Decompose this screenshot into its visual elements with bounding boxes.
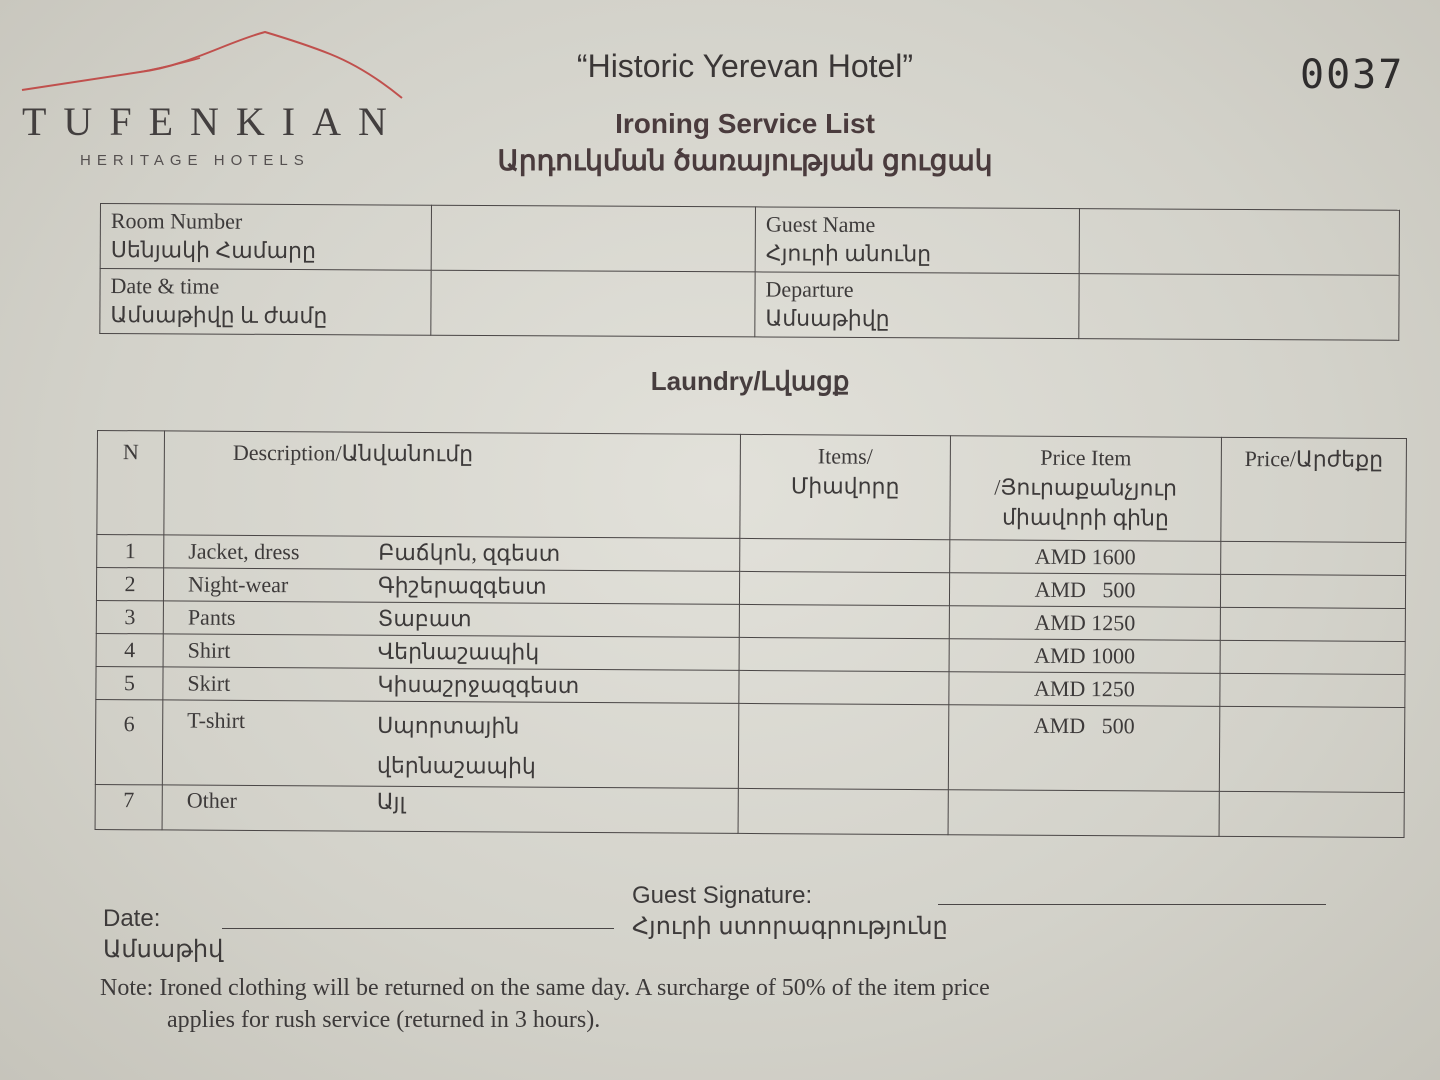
header-items [740,434,951,539]
date-label [103,903,223,965]
row-number: 4 [96,633,163,666]
date-label-hy: Ամսաթիվ [103,936,224,963]
service-note-line2: applies for rush service (returned in 3 hours). [167,1007,601,1033]
row-description [164,535,740,572]
row-description-hy: Գիշերազգեստ [377,572,547,599]
departure-label [755,272,1079,339]
guest-name-label [755,207,1079,274]
row-price-item: AMD 1000 [949,639,1220,674]
row-price-field[interactable] [1221,541,1406,575]
row-description-hy-line1: Սպորտային [377,712,520,739]
header-price-item-line3: միավորի գինը [1001,504,1169,531]
row-items-field[interactable] [739,670,949,704]
date-signature-line[interactable] [222,928,614,929]
service-note [100,972,1150,1036]
row-price-field[interactable] [1219,706,1405,792]
date-time-field[interactable] [431,270,755,337]
guest-info-table [99,203,1400,341]
row-description [163,667,739,704]
laundry-heading: Laundry/Լվացք [650,366,850,396]
row-number: 6 [95,699,163,784]
guest-name-field[interactable] [1079,209,1399,276]
row-price-item: AMD 1600 [950,540,1221,575]
row-number: 7 [95,784,162,829]
guest-signature-label-en: Guest Signature: [632,882,813,909]
header-items-en: Items/ [817,443,873,469]
room-number-label [100,204,431,271]
row-number: 3 [96,600,163,633]
info-row [100,204,1399,276]
row-description-hy: Տաբատ [377,605,472,632]
row-description-en: Shirt [187,637,231,663]
logo-subtitle: HERITAGE HOTELS [80,152,310,169]
row-price-item: AMD 1250 [949,672,1220,707]
row-description-hy: Բաճկոն, զգեստ [378,539,561,566]
date-label-en: Date: [103,905,161,932]
row-description-hy: Կիսաշրջազգեստ [377,671,580,698]
row-price-item [948,790,1219,837]
row-price-item: AMD 500 [948,705,1220,792]
header-description: Description/Անվանումը [164,431,741,539]
departure-label-hy: Ամսաթիվը [765,305,890,332]
row-description [163,634,739,671]
row-price-field[interactable] [1220,574,1405,608]
date-time-label-hy: Ամսաթիվը և ժամը [110,302,328,329]
row-number: 1 [97,535,164,568]
row-description-hy [377,706,536,787]
departure-label-en: Departure [765,276,854,302]
header-price: Price/Արժեքը [1221,437,1407,542]
row-items-field[interactable] [740,538,950,572]
row-price-field[interactable] [1219,791,1404,837]
table-row [95,784,1404,837]
row-description-en: Pants [187,604,236,630]
date-time-label [100,269,431,336]
row-description [162,785,738,834]
guest-name-label-en: Guest Name [765,211,876,238]
header-price-item-line1: Price Item [1040,444,1132,471]
form-number: 0037 [1300,52,1405,98]
header-price-item [950,436,1222,542]
row-price-field[interactable] [1220,607,1405,641]
row-description [162,700,739,789]
row-description-en: Night-wear [187,571,289,598]
row-description-en: Skirt [187,670,231,696]
service-note-line1: Note: Ironed clothing will be returned on the same day. A surcharge of 50% of the item price [100,975,990,1001]
row-description-en: Other [186,787,237,813]
hotel-name: “Historic Yerevan Hotel” [576,48,914,84]
table-header-row [97,431,1407,543]
header-number: N [97,431,165,535]
room-number-field[interactable] [431,205,755,272]
logo-mountain-graphic [20,28,410,100]
row-number: 5 [96,666,163,699]
row-price-field[interactable] [1220,673,1405,707]
row-number: 2 [96,568,163,601]
table-row [95,699,1404,792]
header-price-item-line2: /Յուրաքանչյուր [994,474,1178,501]
row-items-field[interactable] [738,788,948,834]
guest-signature-label [632,880,948,942]
row-description-en: T-shirt [187,707,246,733]
service-price-table [95,430,1407,838]
guest-signature-label-hy: Հյուրի ստորագրությունը [632,913,948,940]
row-items-field[interactable] [738,703,949,789]
row-description-hy: Վերնաշապիկ [377,638,540,665]
logo-brand-name: TUFENKIAN [22,99,404,144]
form-title-armenian: Արդուկման ծառայության ցուցակ [497,145,993,176]
row-price-field[interactable] [1220,640,1405,674]
guest-name-label-hy: Հյուրի անունը [765,240,932,267]
row-description [163,568,739,605]
row-description-hy: Այլ [376,788,406,814]
form-title-english: Ironing Service List [615,108,875,139]
room-number-label-en: Room Number [110,208,243,234]
row-price-item: AMD 1250 [949,606,1220,641]
date-time-label-en: Date & time [110,273,220,299]
row-items-field[interactable] [739,604,949,638]
row-items-field[interactable] [739,571,949,605]
row-description-hy-line2: վերնաշապիկ [376,752,536,779]
row-description [163,601,739,638]
header-items-hy: Միավորը [790,473,900,499]
guest-signature-line[interactable] [938,904,1326,905]
room-number-label-hy: Սենյակի Համարը [110,237,317,264]
row-items-field[interactable] [739,637,949,671]
row-price-item: AMD 500 [949,573,1220,608]
departure-field[interactable] [1079,274,1399,341]
row-description-en: Jacket, dress [188,538,300,565]
info-row [100,269,1399,341]
